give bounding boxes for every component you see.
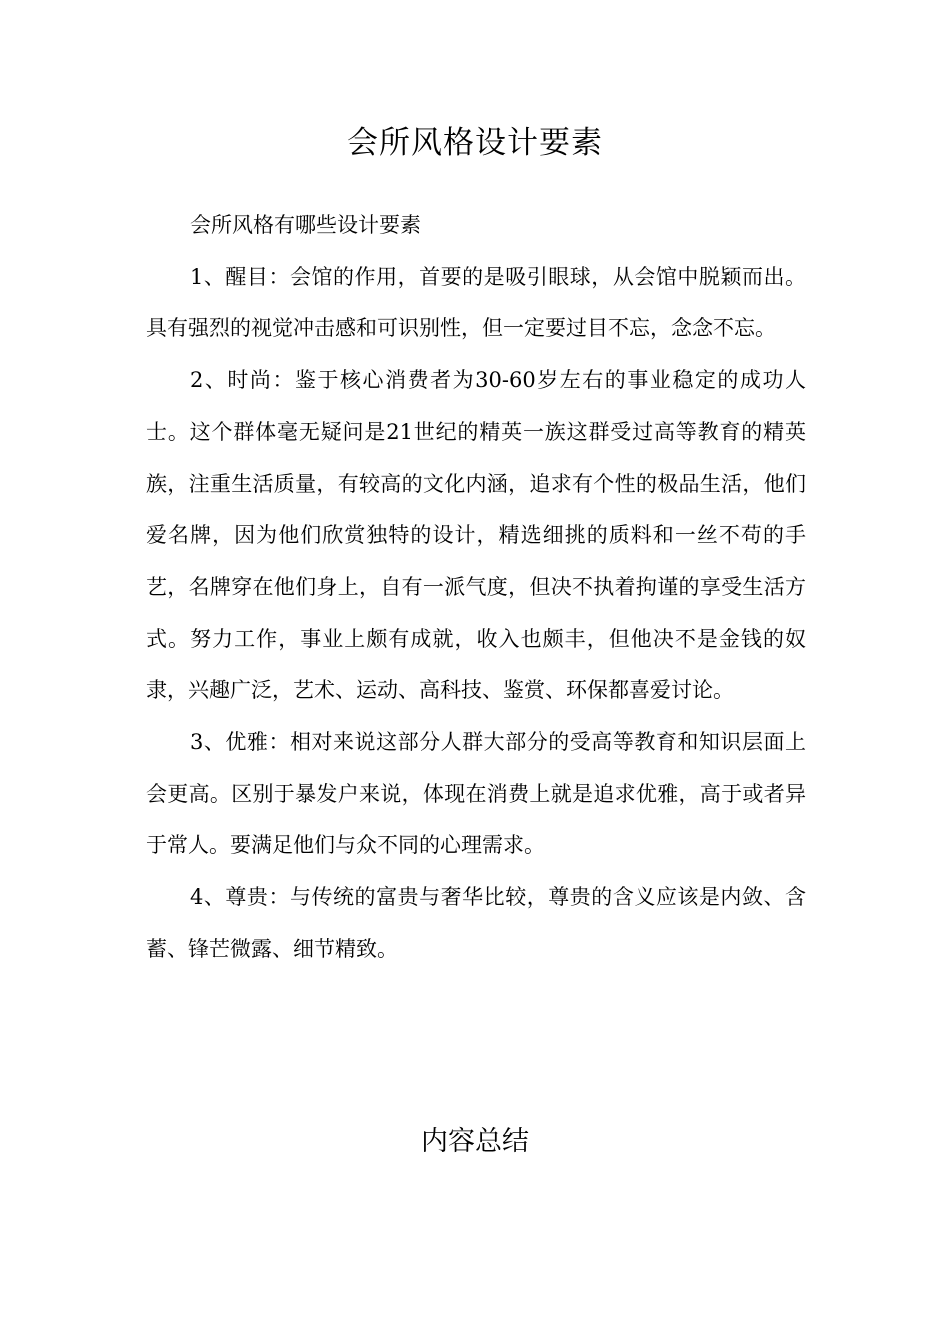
paragraph-eye-catching: 1、醒目：会馆的作用，首要的是吸引眼球，从会馆中脱颖而出。具有强烈的视觉冲击感和可识别性，但一定要过目不忘，念念不忘。	[146, 264, 806, 341]
document-title: 会所风格设计要素	[347, 125, 603, 161]
paragraph-elegance: 3、优雅：相对来说这部分人群大部分的受高等教育和知识层面上会更高。区别于暴发户来说，体现在消费上就是追求优雅，高于或者异于常人。要满足他们与众不同的心理需求。	[146, 730, 806, 858]
paragraph-nobility: 4、尊贵：与传统的富贵与奢华比较，尊贵的含义应该是内敛、含蓄、锋芒微露、细节精致。	[146, 885, 806, 961]
document-body	[146, 200, 806, 976]
intro-paragraph: 会所风格有哪些设计要素	[190, 213, 421, 237]
summary-heading: 内容总结	[421, 1126, 529, 1157]
paragraph-fashion: 2、时尚：鉴于核心消费者为30-60岁左右的事业稳定的成功人士。这个群体毫无疑问是21世纪的精英一族这群受过高等教育的精英族，注重生活质量，有较高的文化内涵，追求有个性的极品生活，他们爱名牌，因为他们欣赏独特的设计，精选细挑的质料和一丝不苟的手艺，名牌穿在他们身上，自有一派气度，但决不执着拘谨的享受生活方式。努力工作，事业上颇有成就，收入也颇丰，但他决不是金钱的奴隶，兴趣广泛，艺术、运动、高科技、鉴赏、环保都喜爱讨论。	[146, 368, 806, 703]
